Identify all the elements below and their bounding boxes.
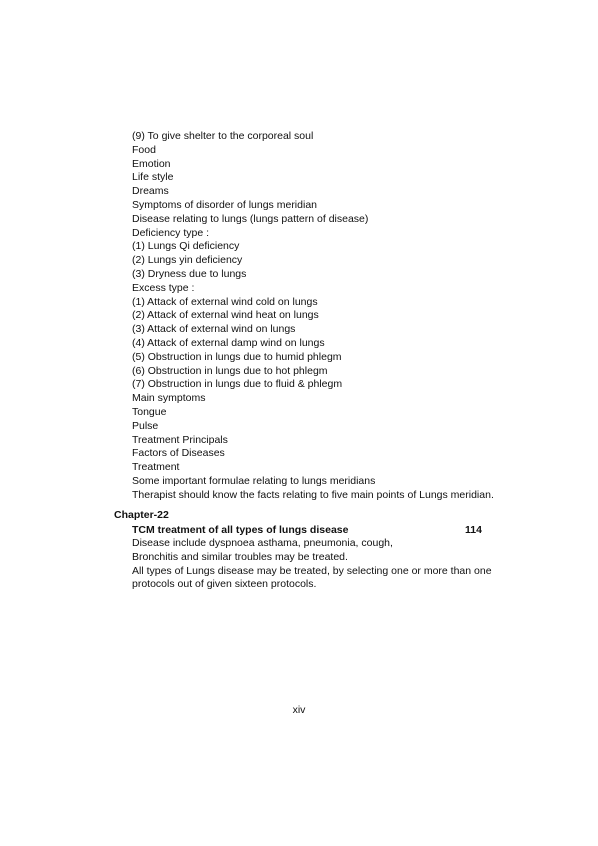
toc-line: (2) Lungs yin deficiency [132,254,243,267]
toc-line: (3) Dryness due to lungs [132,267,247,280]
toc-line: Deficiency type : [132,226,210,239]
toc-line: Factors of Diseases [132,447,225,460]
chapter-heading: Chapter-22 [114,509,169,521]
chapter-description [132,537,512,592]
toc-line: (3) Attack of external wind on lungs [132,323,296,336]
toc-line: Food [132,143,156,156]
toc-line: (2) Attack of external wind heat on lungs [132,309,319,322]
chapter-description-line: Bronchitis and similar troubles may be treated. [132,550,348,563]
chapter-title: TCM treatment of all types of lungs disease [132,524,349,536]
toc-line: (4) Attack of external damp wind on lungs [132,336,325,349]
toc-line: Life style [132,171,174,184]
toc-line: Dreams [132,185,169,198]
toc-line: Therapist should know the facts relating to five main points of Lungs meridian. [132,488,494,501]
toc-line: Main symptoms [132,392,206,405]
toc-line: Disease relating to lungs (lungs pattern of disease) [132,212,369,225]
toc-line: Emotion [132,157,171,170]
toc-line: (5) Obstruction in lungs due to humid phlegm [132,350,342,363]
chapter-description-line: protocols out of given sixteen protocols. [132,578,317,591]
toc-line: Tongue [132,405,167,418]
toc-line: Symptoms of disorder of lungs meridian [132,198,317,211]
toc-line: Some important formulae relating to lungs meridians [132,474,376,487]
page-number: xiv [292,704,306,716]
chapter-title-row [132,523,482,537]
toc-line: Excess type : [132,281,195,294]
toc-line: (7) Obstruction in lungs due to fluid & phlegm [132,378,343,391]
toc-line: (9) To give shelter to the corporeal soul [132,130,314,142]
chapter-description-line: All types of Lungs disease may be treated, by selecting one or more than one [132,564,492,577]
toc-line: Treatment [132,461,180,474]
toc-line: Pulse [132,419,159,432]
toc-line: (1) Attack of external wind cold on lungs [132,295,318,308]
toc-list [132,130,512,503]
chapter-page-number: 114 [465,524,482,536]
toc-line: Treatment Principals [132,433,228,446]
chapter-description-line: Disease include dyspnoea asthama, pneumonia, cough, [132,537,393,549]
toc-line: (6) Obstruction in lungs due to hot phlegm [132,364,328,377]
toc-line: (1) Lungs Qi deficiency [132,240,240,253]
